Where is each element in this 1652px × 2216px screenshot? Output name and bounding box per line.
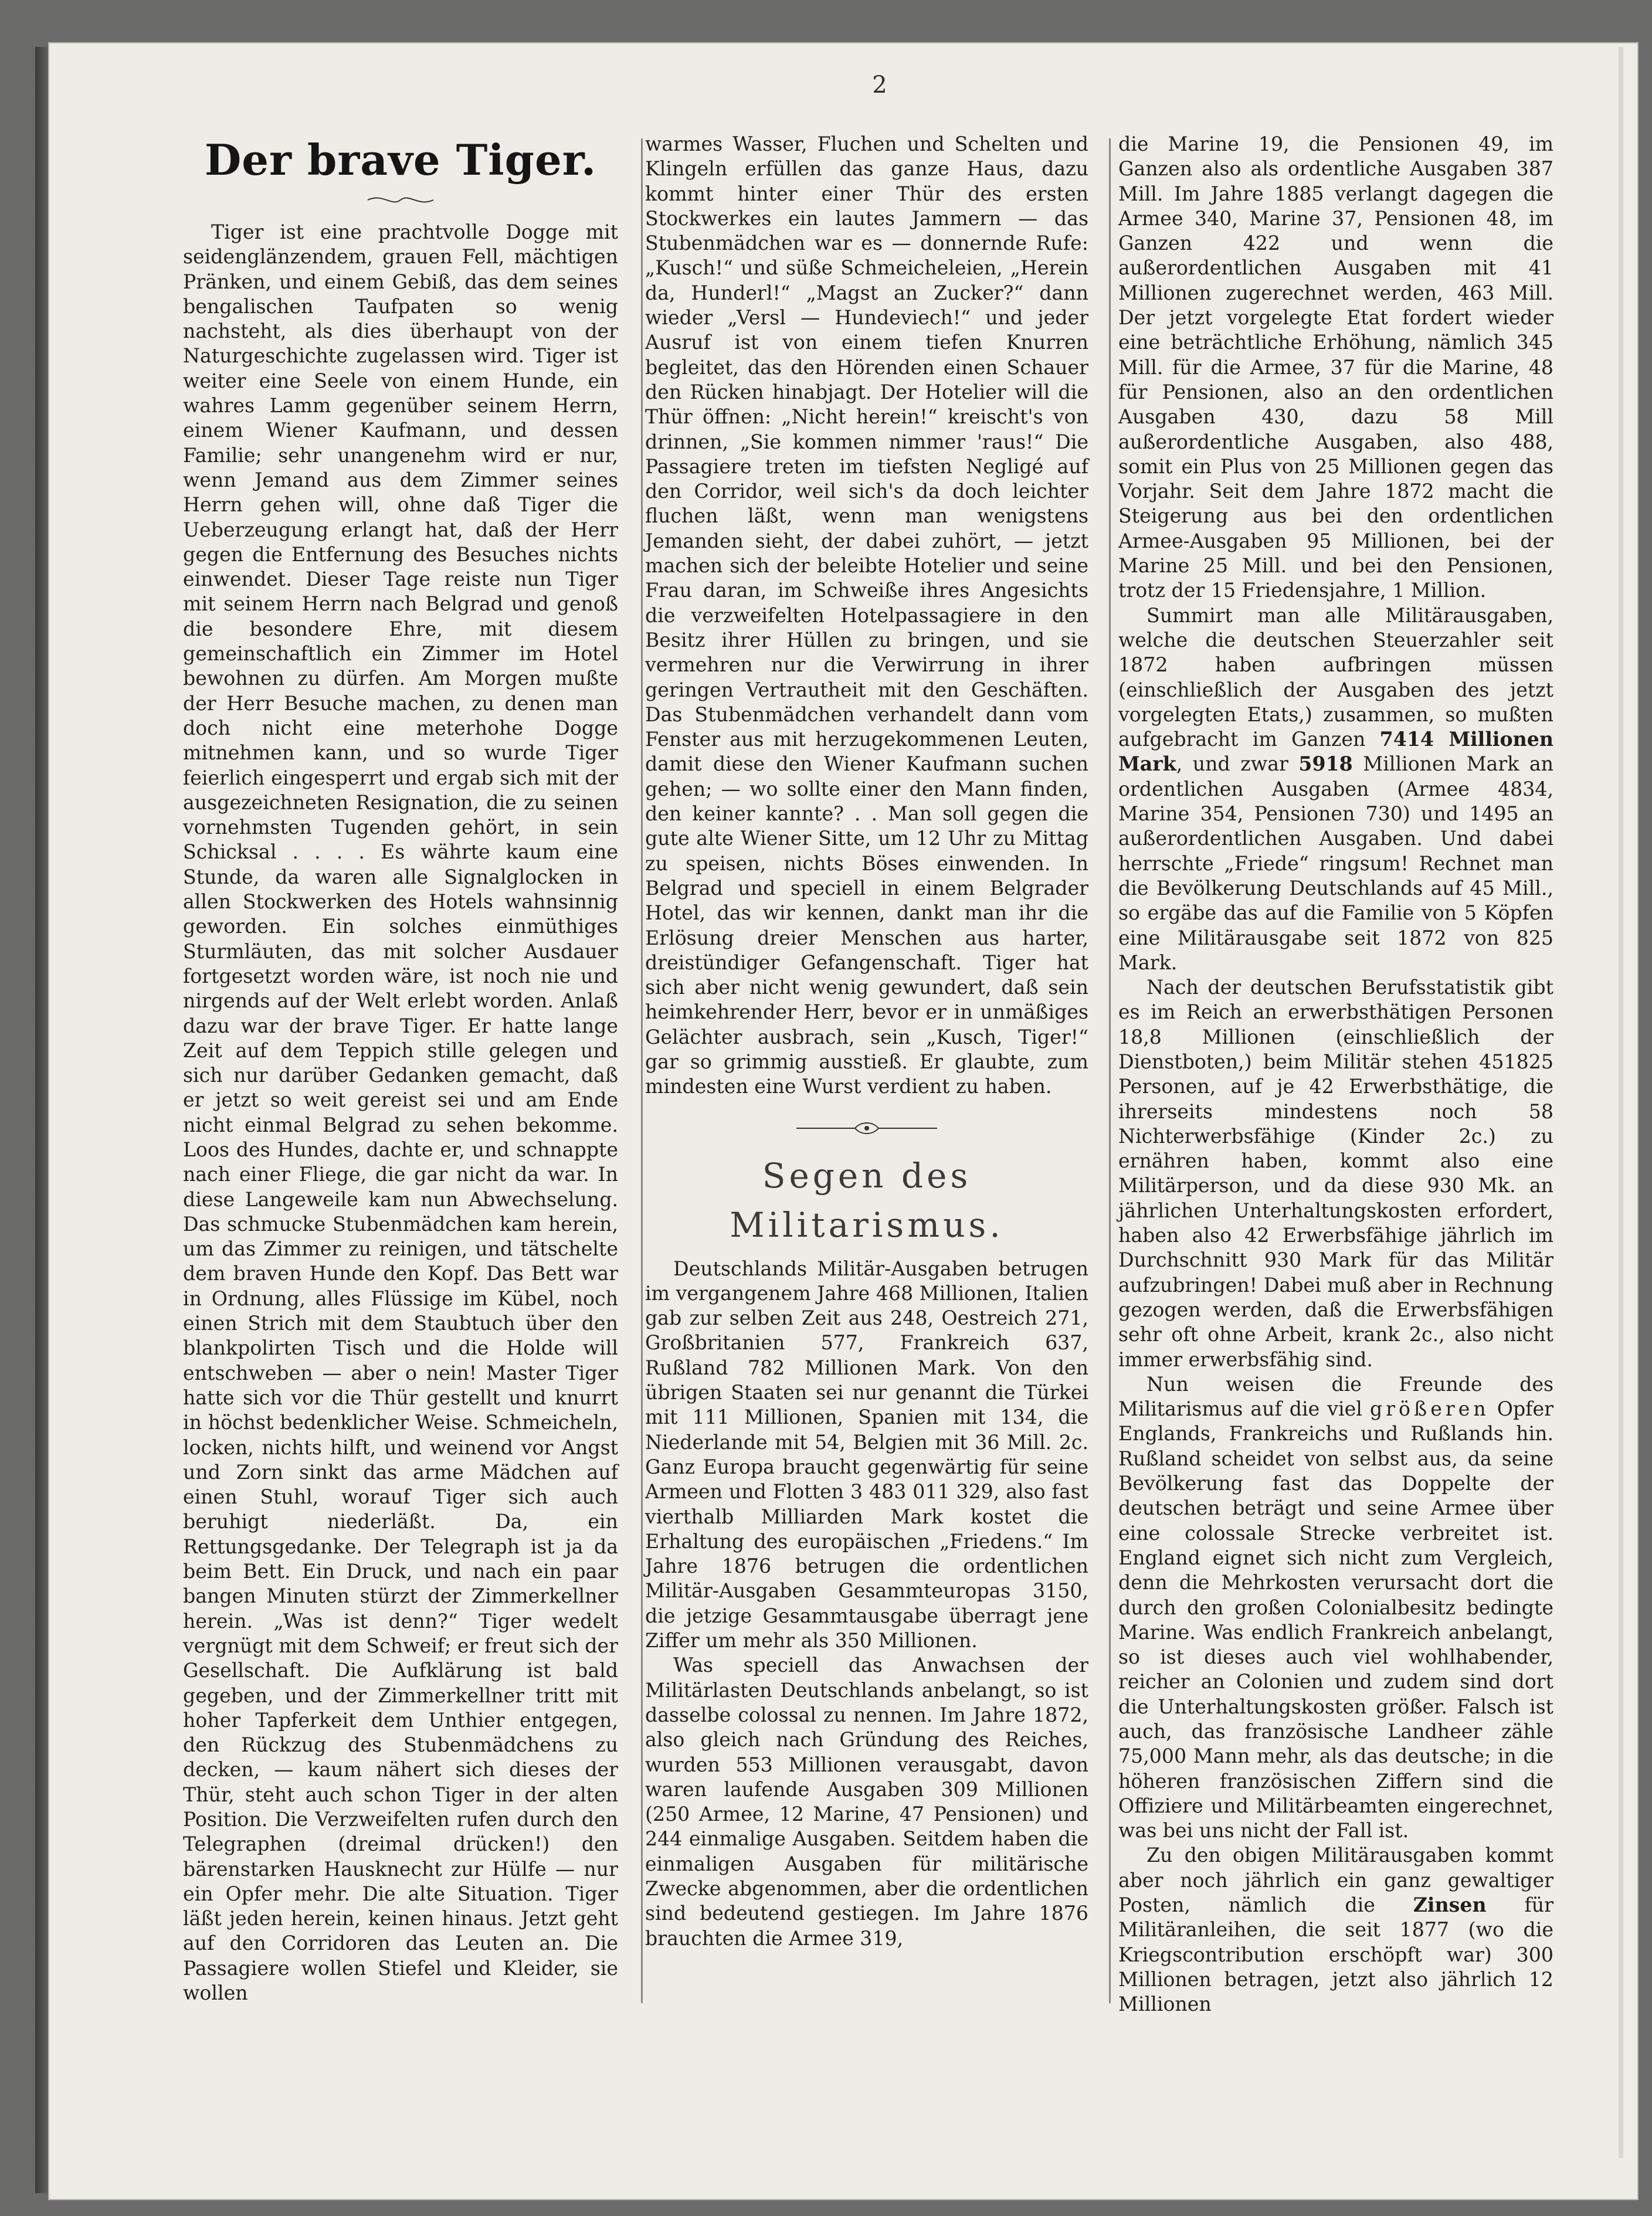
column-3 [1118,132,1553,2017]
page-edge [1619,47,1623,2158]
militarismus-paragraph-5 [1118,1372,1553,1844]
militarismus-paragraph-3 [1118,603,1553,975]
militarismus-paragraph-1: Deutschlands Militär-Ausgaben betrugen im vergangenem Jahre 468 Millionen, Italien gab zur selben Zeit aus 248, Oestreich 271, Großbritanien 577, Frankreich 637, Rußland 782 Millionen Mark. Von den übrigen Staaten sei nur genannt die Türkei mit 111 Millionen, Spanien mit 134, die Niederlande mit 54, Belgien mit 36 Mill. 2c. Ganz Europa braucht gegenwärtig für seine Armeen und Flotten 3 483 011 329, also fast vierthalb Milliarden Mark kostet die Erhaltung des europäischen „Friedens.“ Im Jahre 1876 betrugen die ordentlichen Militär-Ausgaben Gesammteuropas 3150, die jetzige Gesammtausgabe überragt jene Ziffer um mehr als 350 Millionen. [645,1257,1089,1652]
p6-text-a: Zu den obigen Militärausgaben kommt aber noch jährlich ein ganz gewaltiger Posten, nämlich die [1118,1844,1553,1917]
section-divider [791,1119,943,1137]
militarismus-paragraph-6 [1118,1843,1553,2017]
column-rule-left [641,138,643,2003]
article-tiger-body: Tiger ist eine prachtvolle Dogge mit seidenglänzendem, grauen Fell, mächtigen Pränken, und einem Gebiß, das dem seines bengalischen Taufpaten so wenig nachsteht, als dies überhaupt von der Naturgeschichte zugelassen wird. Tiger ist weiter eine Seele von einem Hunde, ein wahres Lamm gegenüber seinem Herrn, einem Wiener Kaufmann, und dessen Familie; sehr unangenehm wird er nur, wenn Jemand aus dem Zimmer seines Herrn gehen will, ohne daß Tiger die Ueberzeugung erlangt hat, daß der Herr gegen die Entfernung des Besuches nichts einwendet. Dieser Tage reiste nun Tiger mit seinem Herrn nach Belgrad und genoß die besondere Ehre, mit diesem gemeinschaftlich ein Zimmer im Hotel bewohnen zu dürfen. Am Morgen mußte der Herr Besuche machen, zu denen man doch nicht eine meterhohe Dogge mitnehmen kann, und so wurde Tiger feierlich eingesperrt und ergab sich mit der ausgezeichneten Resignation, die zu seinen vornehmsten Tugenden gehört, in sein Schicksal . . . . Es währte kaum eine Stunde, da waren alle Signalglocken in allen Stockwerken des Hotels wahnsinnig geworden. Ein solches einmüthiges Sturmläuten, das mit solcher Ausdauer fortgesetzt worden wäre, ist noch nie und nirgends auf der Welt erlebt worden. Anlaß dazu war der brave Tiger. Er hatte lange Zeit auf dem Teppich stille gelegen und sich nur darüber Gedanken gemacht, daß er jetzt so weit gereist sei und am Ende nicht einmal Belgrad zu sehen bekomme. Loos des Hundes, dachte er, und schnappte nach einer Fliege, die gar nicht da war. In diese Langeweile kam nun Abwechselung. Das schmucke Stubenmädchen kam herein, um das Zimmer zu reinigen, und tätschelte dem braven Hunde den Kopf. Das Bett war in Ordnung, alles Flüssige im Kübel, noch einen Strich mit dem Staubtuch über den blankpolirten Tisch und die Holde will entschweben — aber o nein! Master Tiger hatte sich vor die Thür gestellt und knurrt in höchst bedenklicher Weise. Schmeicheln, locken, nichts hilft, und weinend vor Angst und Zorn sinkt das arme Mädchen auf einen Stuhl, worauf Tiger sich auch beruhigt niederläßt. Da, ein Rettungsgedanke. Der Telegraph ist ja da beim Bett. Ein Druck, und nach ein paar bangen Minuten stürzt der Zimmerkellner herein. „Was ist denn?“ Tiger wedelt vergnügt mit dem Schweif; er freut sich der Gesellschaft. Die Aufklärung ist bald gegeben, und der Zimmerkellner tritt mit hoher Tapferkeit dem Unthier entgegen, den Rückzug des Stubenmädchens zu decken, — kaum nähert sich dieses der Thür, steht auch schon Tiger in der alten Position. Die Verzweifelten rufen durch den Telegraphen (dreimal drücken!) den bärenstarken Hausknecht zur Hülfe — nur ein Opfer mehr. Die alte Situation. Tiger läßt jeden herein, keinen hinaus. Jetzt geht auf den Corridoren das Leuten an. Die Passagiere wollen Stiefel und Kleider, sie wollen [183,220,618,2005]
article-title-tiger: Der brave Tiger. [204,135,597,185]
article-title-militarismus: Segen des Militarismus. [730,1155,1004,1245]
column-rule-right [1109,138,1111,2003]
militarismus-paragraph-4: Nach der deutschen Berufsstatistik gibt es im Reich an erwerbsthätigen Personen 18,8 Millionen (einschließlich der Dienstboten,) beim Militär stehen 451825 Personen, auf je 42 Erwerbsthätige, die ihrerseits mindestens noch 58 Nichterwerbsfähige (Kinder 2c.) zu ernähren haben, kommt also eine Militärperson, und da diese 930 Mk. an jährlichen Unterhaltungskosten erfordert, haben also 42 Erwerbsfähige jährlich im Durchschnitt 930 Mark für das Militär aufzubringen! Dabei muß aber in Rechnung gezogen werden, daß die Erwerbsfähigen sehr oft ohne Arbeit, krank 2c., also nicht immer erwerbsfähig sind. [1118,976,1553,1371]
p3-text-c: Millionen Mark an ordentlichen Ausgaben (Armee 4834, Marine 354, Pensionen 730) und 1495 an außerordentlichen Ausgaben. Und dabei herrschte „Friede“ ringsum! Rechnet man die Bevölkerung Deutschlands auf 45 Mill., so ergäbe das auf die Familie von 5 Köpfen eine Militärausgabe seit 1872 von 825 Mark. [1118,752,1553,974]
p5-emphasis: größeren [1369,1397,1490,1421]
page-number: 2 [872,72,887,99]
p5-text-a: Nun weisen die Freunde des Militarismus auf die viel [1118,1372,1553,1421]
article-tiger-continuation: warmes Wasser, Fluchen und Schelten und Klingeln erfüllen das ganze Haus, dazu kommt hinter einer Thür des ersten Stockwerkes ein lautes Jammern — das Stubenmädchen war es — donnernde Rufe: „Kusch!“ und süße Schmeicheleien, „Herein da, Hunderl!“ „Magst an Zucker?“ dann wieder „Versl — Hundeviech!“ und jeder Ausruf ist von einem tiefen Knurren begleitet, das den Hörenden einen Schauer den Rücken hinabjagt. Der Hotelier will die Thür öffnen: „Nicht herein!“ kreischt's von drinnen, „Sie kommen nimmer 'raus!“ Die Passagiere treten im tiefsten Negligé auf den Corridor, weil sich's da doch leichter fluchen läßt, wenn man wenigstens Jemanden sieht, der dabei zuhört, — jetzt machen sich der beleibte Hotelier und seine Frau daran, im Schweiße ihres Angesichts die verzweifelten Hotelpassagiere in den Besitz ihrer Hüllen zu bringen, und sie vermehren nur die Verwirrung in ihrer geringen Vertrautheit mit den Geschäften. Das Stubenmädchen verhandelt dann vom Fenster aus mit herzugekommenen Leuten, damit diese den Wiener Kaufmann suchen gehen; — wo sollte einer den Mann finden, den keiner kannte? . . Man soll gegen die gute alte Wiener Sitte, um 12 Uhr zu Mittag zu speisen, nichts Böses einwenden. In Belgrad und speciell in einem Belgrader Hotel, das wir kennen, dankt man ihr die Erlösung dreier Menschen aus harter, dreistündiger Gefangenschaft. Tiger hat sich aber nicht wenig gewundert, daß sein heimkehrender Herr, bevor er in unmäßiges Gelächter ausbrach, sein „Kusch, Tiger!“ gar so grimmig ausstieß. Er glaubte, zum mindesten eine Wurst verdient zu haben. [645,133,1088,1098]
p3-emphasis-total: 7414 Millionen Mark [1118,728,1553,776]
p3-emphasis-ordinary: 5918 [1298,752,1353,776]
militarismus-paragraph-2: Was speciell das Anwachsen der Militärlasten Deutschlands anbelangt, so ist dasselbe colossal zu nennen. Im Jahre 1872, also gleich nach Gründung des Reiches, wurden 553 Millionen verausgabt, davon waren laufende Ausgaben 309 Millionen (250 Armee, 12 Marine, 47 Pensionen) und 244 einmalige Ausgaben. Seitdem haben die einmaligen Ausgaben für militärische Zwecke abgenommen, aber die ordentlichen sind bedeutend gestiegen. Im Jahre 1876 brauchten die Armee 319, [645,1654,1088,1950]
p3-text-a: Summirt man alle Militärausgaben, welche die deutschen Steuerzahler seit 1872 haben aufbringen müssen (einschließlich der Ausgaben des jetzt vorgelegten Etats,) zusammen, so mußten aufgebracht im Ganzen [1118,603,1553,751]
column-1 [183,132,618,2005]
p3-text-b: , und zwar [1176,752,1288,776]
militarismus-paragraph-2-continuation: die Marine 19, die Pensionen 49, im Ganzen also als ordentliche Ausgaben 387 Mill. Im Jahre 1885 verlangt dagegen die Armee 340, Marine 37, Pensionen 48, im Ganzen 422 und wenn die außerordentlichen Ausgaben mit 41 Millionen zugerechnet werden, 463 Mill. Der jetzt vorgelegte Etat fordert wieder eine beträchtliche Erhöhung, nämlich 345 Mill. für die Armee, 37 für die Marine, 48 für Pensionen, also an den ordentlichen Ausgaben 430, dazu 58 Mill außerordentliche Ausgaben, also 488, somit ein Plus von 25 Millionen gegen das Vorjahr. Seit dem Jahre 1872 macht die Steigerung aus bei den ordentlichen Armee-Ausgaben 95 Millionen, bei der Marine 25 Mill. und bei den Pensionen, trotz der 15 Friedensjahre, 1 Million. [1118,133,1553,602]
p6-text-b: für Militäranleihen, die seit 1877 (wo die Kriegscontribution erschöpft war) 300 Millionen betragen, jetzt also jährlich 12 Millionen [1118,1893,1553,2016]
column-2 [645,132,1088,1951]
title-flourish [365,192,436,207]
p5-text-b: Opfer Englands, Frankreichs und Rußlands hin. Rußland scheidet von selbst aus, da seine Bevölkerung fast das Doppelte der deutschen beträgt und seine Armee über eine colossale Strecke verbreitet ist. England eignet sich nicht zum Vergleich, denn die Mehrkosten verursacht dort die durch den großen Colonialbesitz bedingte Marine. Was endlich Frankreich anbelangt, so ist dieses auch viel wohlhabender, reicher an Colonien und zudem sind dort die Unterhaltungskosten größer. Falsch ist auch, das französische Landheer zähle 75,000 Mann mehr, als das deutsche; in die höheren französischen Ziffern sind die Offiziere und Militärbeamten eingerechnet, was bei uns nicht der Fall ist. [1118,1397,1553,1842]
p6-emphasis: Zinsen [1413,1893,1487,1917]
